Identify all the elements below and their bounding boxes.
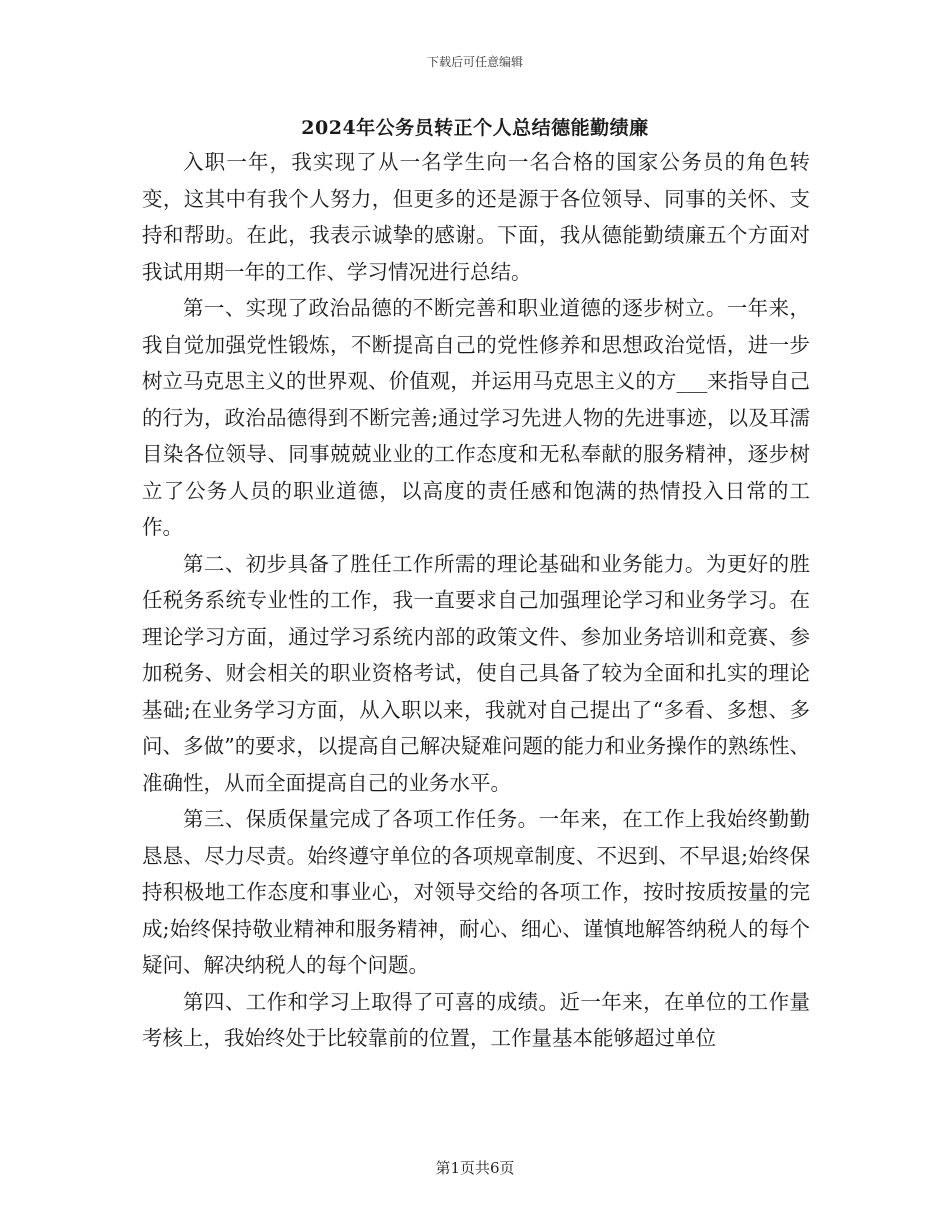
paragraph-third: 第三、保质保量完成了各项工作任务。一年来，在工作上我始终勤勤恳恳、尽力尽责。始终遵守单位的各项规章制度、不迟到、不早退;始终保持积极地工作态度和事业心，对领导交给的各项工作，按时按质按量的完成;始终保持敬业精神和服务精神，耐心、细心、谨慎地解答纳税人的每个疑问、解决纳税人的每个问题。 [142,807,810,977]
paragraph-second: 第二、初步具备了胜任工作所需的理论基础和业务能力。为更好的胜任税务系统专业性的工作，我一直要求自己加强理论学习和业务学习。在理论学习方面，通过学习系统内部的政策文件、参加业务培训和竞赛、参加税务、财会相关的职业资格考试，使自己具备了较为全面和扎实的理论基础;在业务学习方面，从入职以来，我就对自己提出了“多看、多想、多问、多做”的要求，以提高自己解决疑难问题的能力和业务操作的熟练性、准确性，从而全面提高自己的业务水平。 [142,551,810,795]
header-note: 下载后可任意编辑 [426,55,523,69]
paragraph-first: 第一、实现了政治品德的不断完善和职业道德的逐步树立。一年来，我自觉加强党性锻炼，不断提高自己的党性修养和思想政治觉悟，进一步树立马克思主义的世界观、价值观，并运用马克思主义的方___来指导自己的行为，政治品德得到不断完善;通过学习先进人物的先进事迹，以及耳濡目染各位领导、同事兢兢业业的工作态度和无私奉献的服务精神，逐步树立了公务人员的职业道德，以高度的责任感和饱满的热情投入日常的工作。 [142,296,810,539]
document-body [142,144,810,1057]
paragraph-intro: 入职一年，我实现了从一名学生向一名合格的国家公务员的角色转变，这其中有我个人努力，但更多的还是源于各位领导、同事的关怀、支持和帮助。在此，我表示诚挚的感谢。下面，我从德能勤绩廉五个方面对我试用期一年的工作、学习情况进行总结。 [142,150,810,284]
paragraph-fourth: 第四、工作和学习上取得了可喜的成绩。近一年来，在单位的工作量考核上，我始终处于比较靠前的位置，工作量基本能够超过单位 [142,989,810,1050]
page-footer: 第1页共6页 [435,1159,515,1177]
document-title: 2024年公务员转正个人总结德能勤绩廉 [301,117,649,139]
